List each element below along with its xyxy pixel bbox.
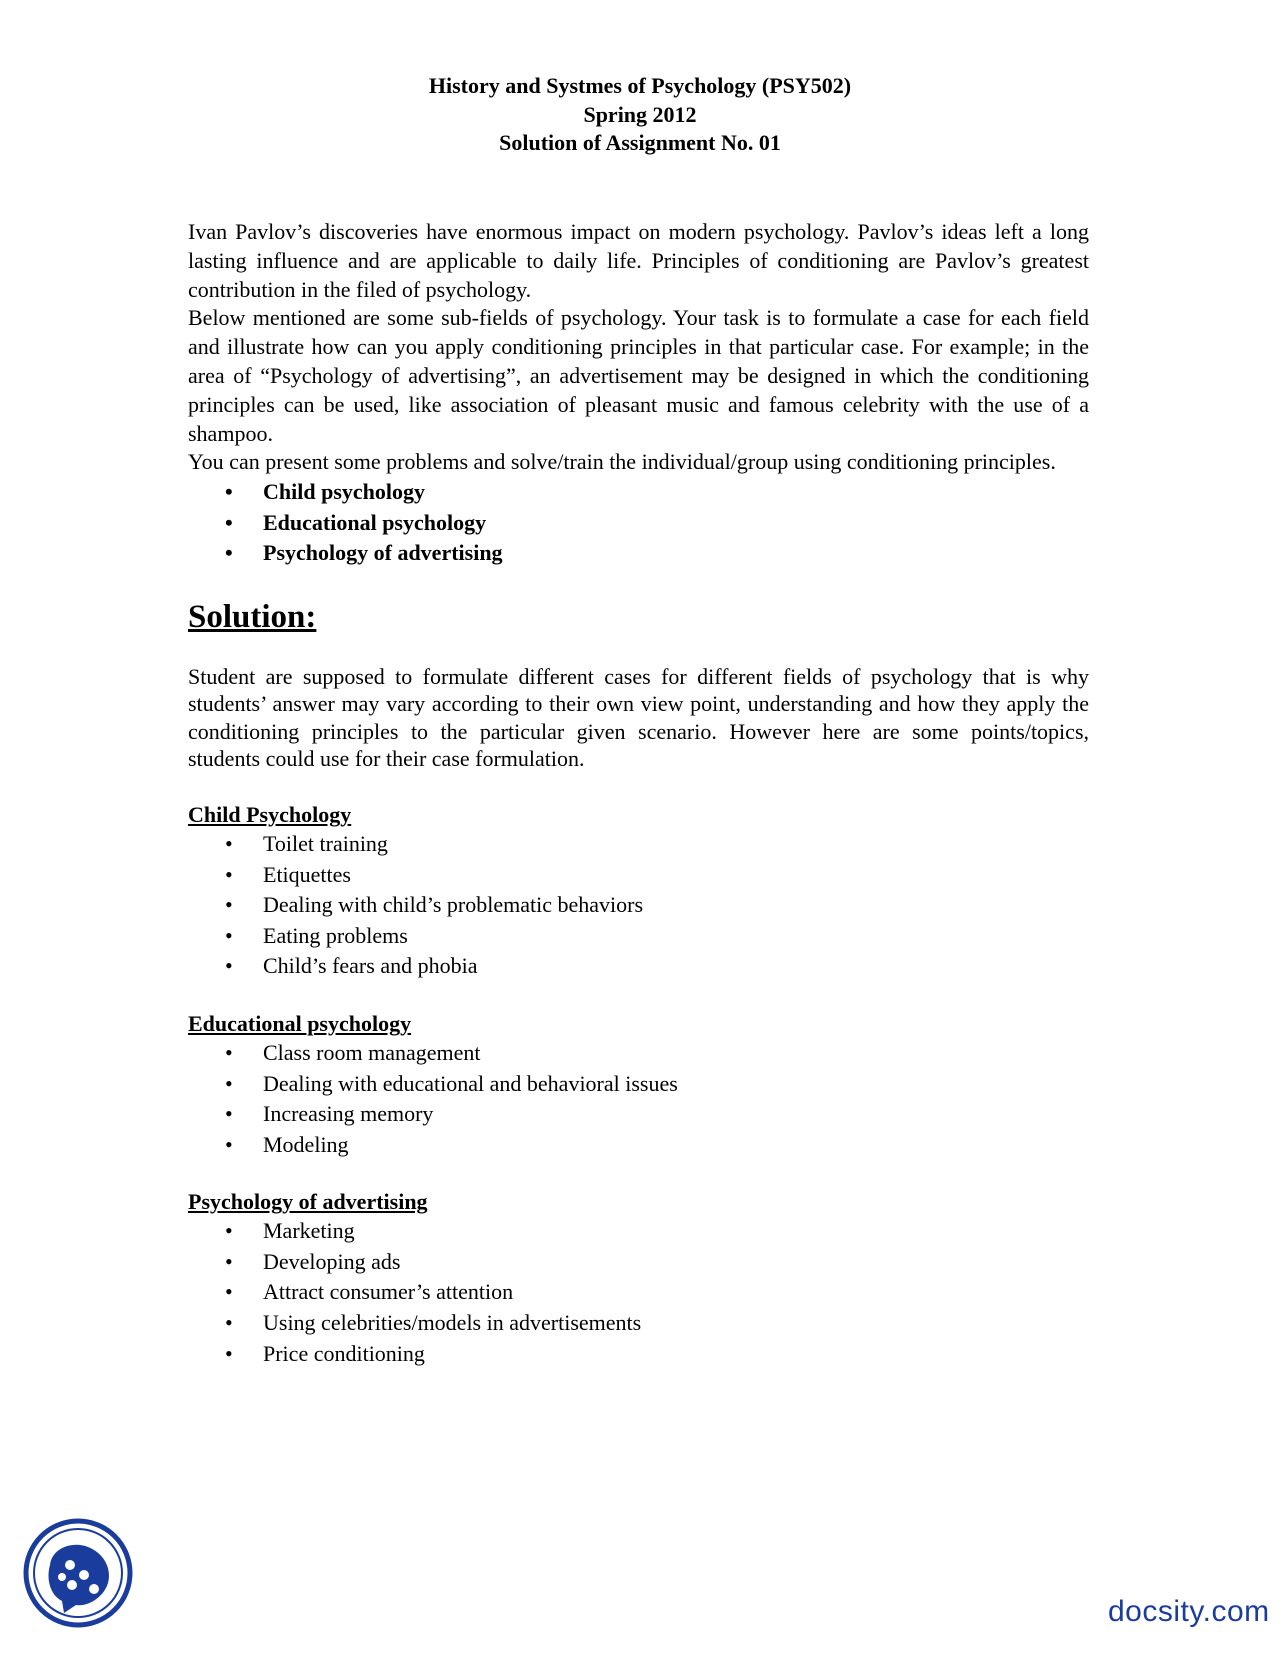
list-item bbox=[188, 890, 1089, 921]
bullet-icon: • bbox=[225, 830, 233, 856]
fields-list bbox=[188, 477, 1089, 569]
bullet-icon: • bbox=[225, 1279, 233, 1305]
list-item bbox=[188, 508, 1089, 539]
educational-psychology-list bbox=[188, 1038, 1089, 1160]
list-item bbox=[188, 921, 1089, 952]
bullet-icon: • bbox=[225, 1131, 233, 1157]
docsity-watermark[interactable]: docsity.com bbox=[1108, 1595, 1270, 1628]
list-item bbox=[188, 1038, 1089, 1069]
bullet-icon: • bbox=[225, 953, 233, 979]
bullet-icon: • bbox=[225, 509, 233, 535]
list-item-text: Educational psychology bbox=[263, 509, 487, 535]
list-item-text: Eating problems bbox=[263, 922, 408, 948]
list-item bbox=[188, 1247, 1089, 1278]
assignment-title: Solution of Assignment No. 01 bbox=[499, 130, 781, 155]
docsity-logo-icon[interactable] bbox=[22, 1517, 134, 1629]
bullet-icon: • bbox=[225, 1218, 233, 1244]
list-item-text: Modeling bbox=[263, 1131, 349, 1157]
list-item-text: Dealing with educational and behavioral issues bbox=[263, 1070, 678, 1096]
intro-paragraph: Below mentioned are some sub-fields of psychology. Your task is to formulate a case for each field and illustrate how can you apply conditioning principles in that particular case. For example; in the area of “Psychology of advertising”, an advertisement may be designed in which the conditioning principles can be used, like association of pleasant music and famous celebrity with the use of a shampoo. bbox=[188, 305, 1089, 446]
bullet-icon: • bbox=[225, 922, 233, 948]
bullet-icon: • bbox=[225, 540, 233, 566]
section-heading-psychology-of-advertising: Psychology of advertising bbox=[188, 1189, 428, 1215]
list-item-text: Class room management bbox=[263, 1039, 481, 1065]
bullet-icon: • bbox=[225, 1039, 233, 1065]
list-item bbox=[188, 1099, 1089, 1130]
bullet-icon: • bbox=[225, 479, 233, 505]
list-item-text: Using celebrities/models in advertisements bbox=[263, 1310, 642, 1336]
intro-section bbox=[188, 218, 1089, 477]
list-item bbox=[188, 860, 1089, 891]
bullet-icon: • bbox=[225, 892, 233, 918]
section-heading-educational-psychology: Educational psychology bbox=[188, 1010, 412, 1036]
list-item-text: Attract consumer’s attention bbox=[263, 1279, 514, 1305]
document-body bbox=[188, 218, 1089, 1369]
list-item-text: Price conditioning bbox=[263, 1340, 425, 1366]
list-item bbox=[188, 1277, 1089, 1308]
list-item bbox=[188, 1216, 1089, 1247]
list-item-text: Psychology of advertising bbox=[263, 540, 503, 566]
bullet-icon: • bbox=[225, 1070, 233, 1096]
bullet-icon: • bbox=[225, 1310, 233, 1336]
list-item-text: Increasing memory bbox=[263, 1101, 434, 1127]
bullet-icon: • bbox=[225, 1248, 233, 1274]
list-item bbox=[188, 1339, 1089, 1370]
course-title: History and Systmes of Psychology (PSY502) bbox=[428, 73, 852, 98]
section-heading-child-psychology: Child Psychology bbox=[188, 801, 352, 827]
list-item-text: Toilet training bbox=[263, 830, 388, 856]
list-item bbox=[188, 477, 1089, 508]
list-item-text: Etiquettes bbox=[263, 861, 351, 887]
child-psychology-list bbox=[188, 829, 1089, 982]
bullet-icon: • bbox=[225, 1340, 233, 1366]
intro-paragraph: You can present some problems and solve/train the individual/group using conditioning principles. bbox=[188, 449, 1056, 475]
document-header bbox=[0, 72, 1280, 158]
list-item bbox=[188, 538, 1089, 569]
list-item bbox=[188, 1069, 1089, 1100]
list-item-text: Marketing bbox=[263, 1218, 355, 1244]
list-item-text: Dealing with child’s problematic behaviors bbox=[263, 892, 644, 918]
bullet-icon: • bbox=[225, 861, 233, 887]
intro-paragraph: Ivan Pavlov’s discoveries have enormous impact on modern psychology. Pavlov’s ideas left a long lasting influence and are applicable to daily life. Principles of conditioning are Pavlov’s greatest contribution in the filed of psychology. bbox=[188, 219, 1089, 302]
list-item bbox=[188, 829, 1089, 860]
solution-heading: Solution: bbox=[188, 598, 317, 635]
list-item bbox=[188, 1130, 1089, 1161]
semester: Spring 2012 bbox=[583, 101, 697, 127]
bullet-icon: • bbox=[225, 1101, 233, 1127]
list-item bbox=[188, 951, 1089, 982]
list-item-text: Child’s fears and phobia bbox=[263, 953, 478, 979]
list-item-text: Developing ads bbox=[263, 1248, 401, 1274]
solution-paragraph: Student are supposed to formulate different cases for different fields of psychology that is why students’ answer may vary according to their own view point, understanding and how they apply the conditioning principles to the particular given scenario. However here are some points/topics, students could use for their case formulation. bbox=[188, 663, 1089, 772]
advertising-psychology-list bbox=[188, 1216, 1089, 1369]
list-item bbox=[188, 1308, 1089, 1339]
list-item-text: Child psychology bbox=[263, 479, 425, 505]
